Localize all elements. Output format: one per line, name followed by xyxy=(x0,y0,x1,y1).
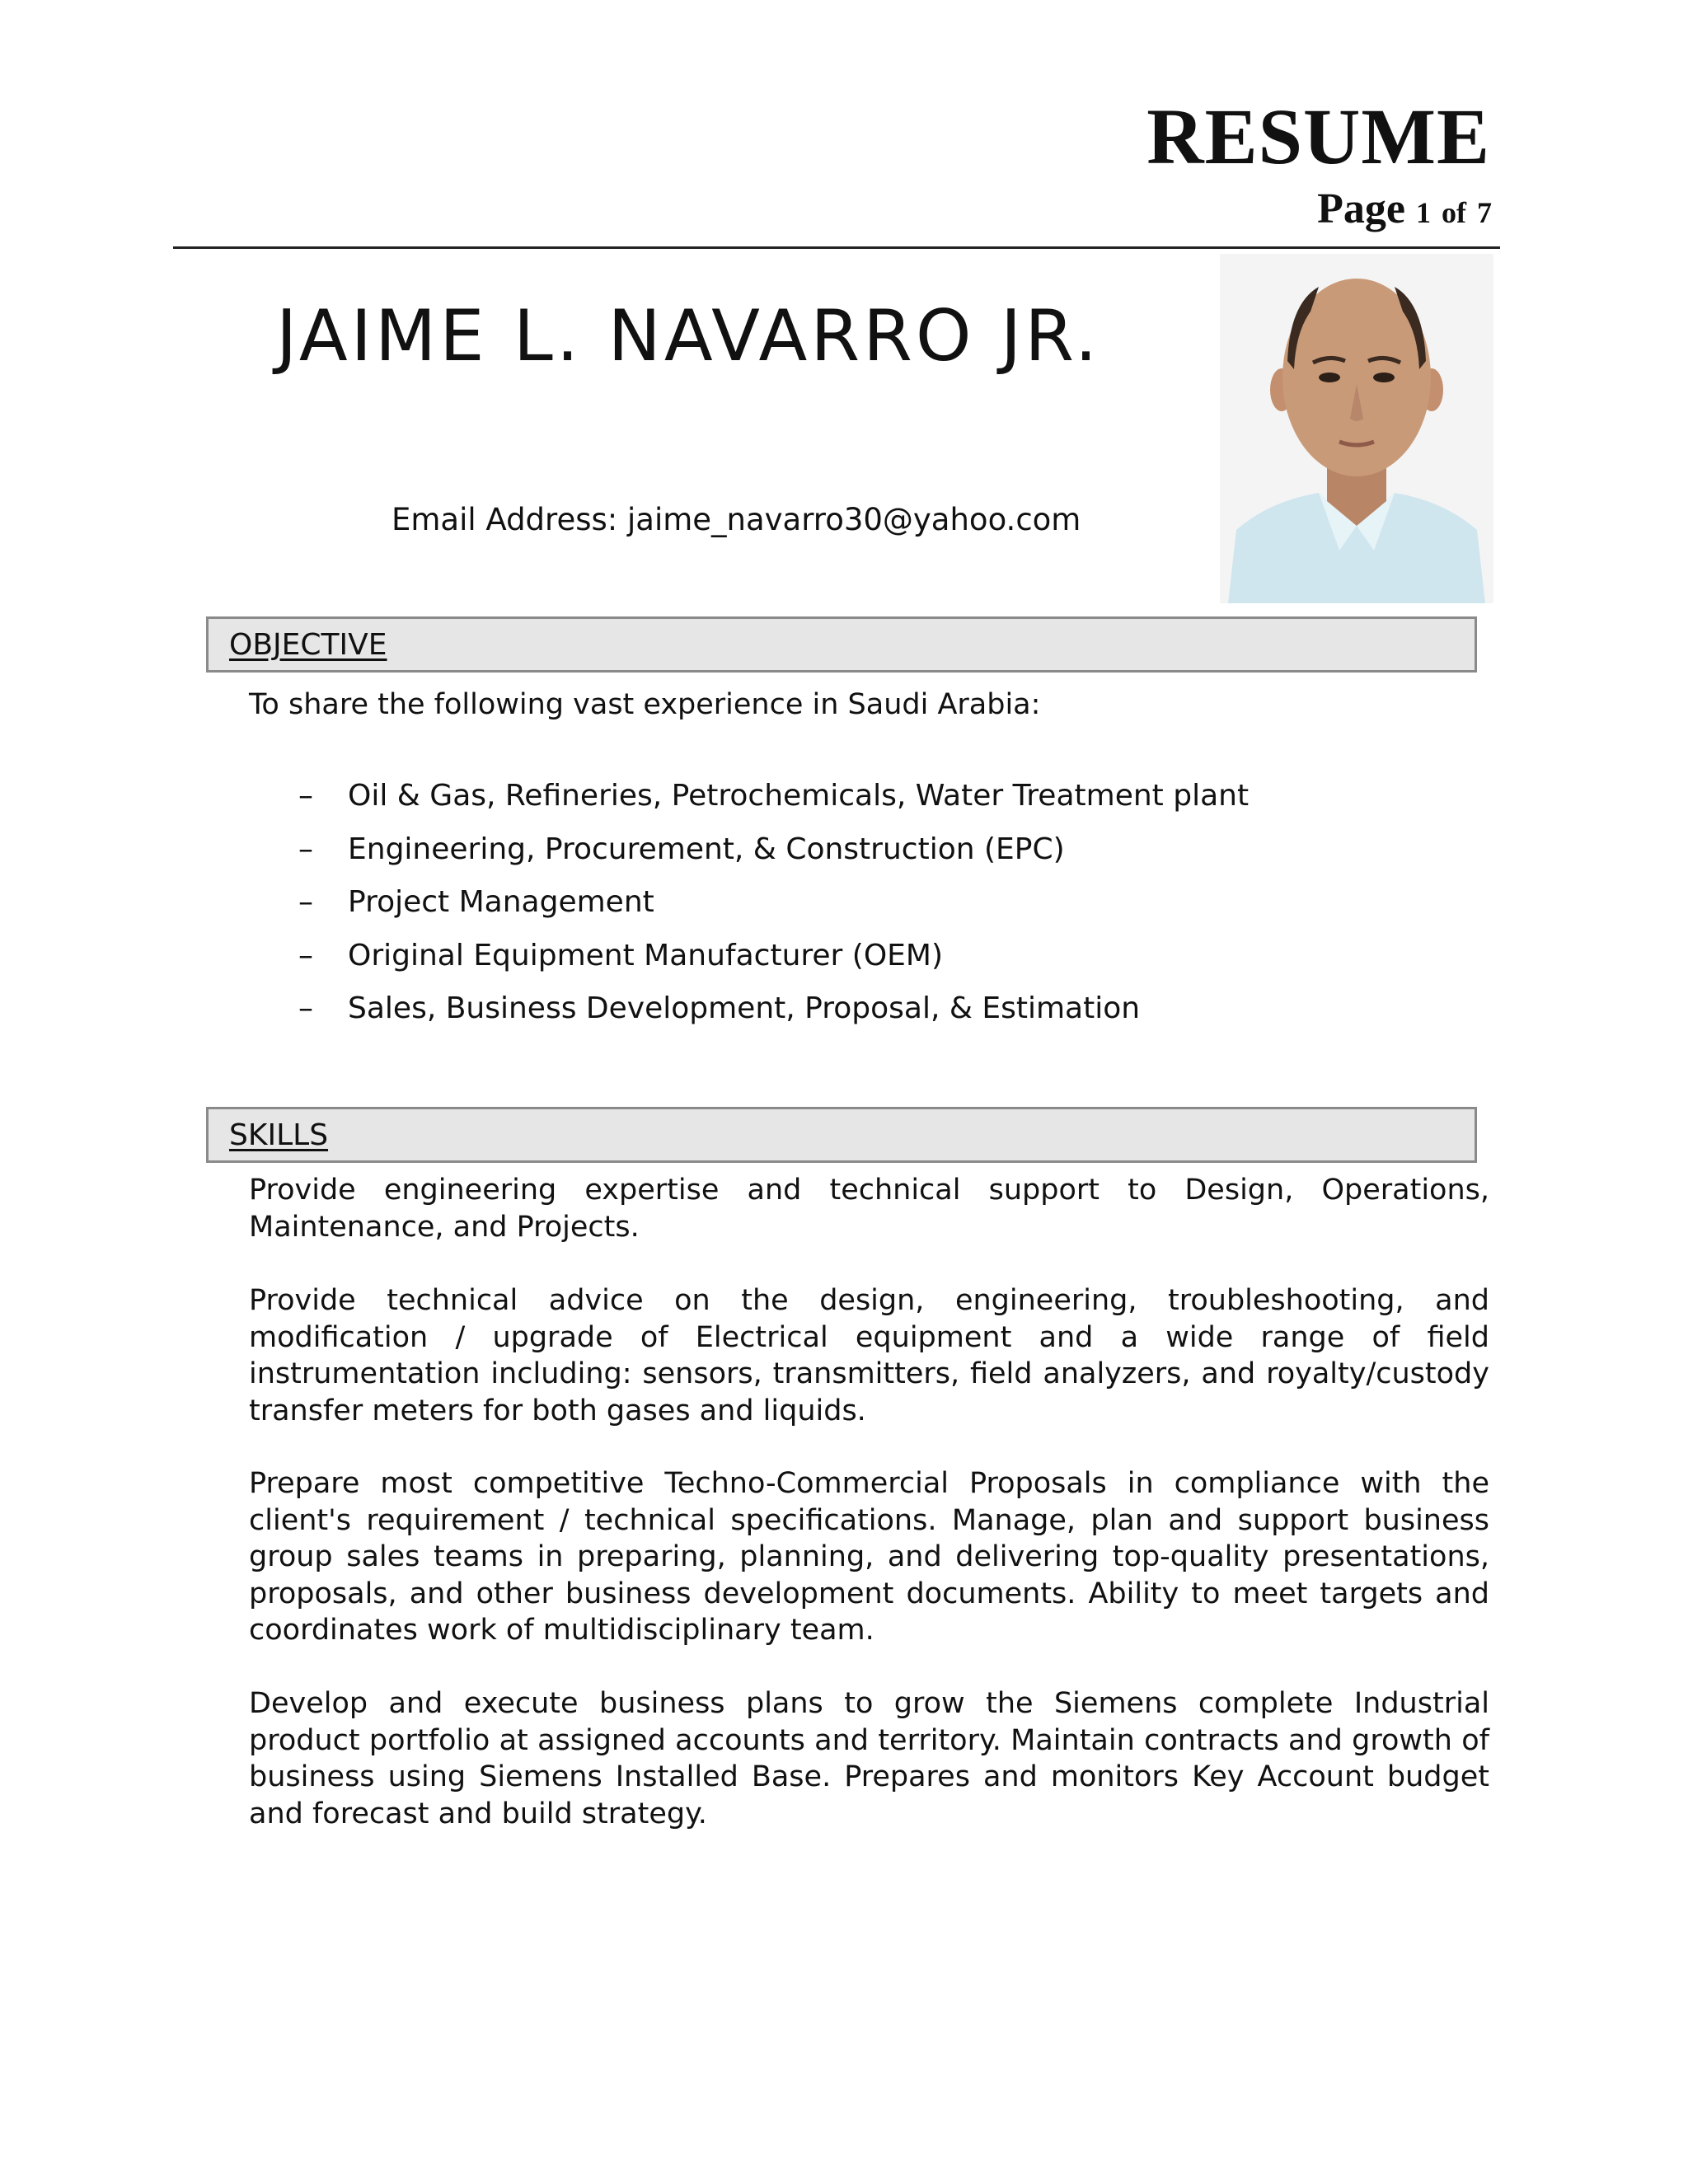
email-address: jaime_navarro30@yahoo.com xyxy=(627,502,1081,537)
person-photo-icon xyxy=(1220,254,1493,603)
header-divider xyxy=(173,246,1500,249)
skills-paragraph: Provide engineering expertise and technical support to Design, Operations, Maintenance, and Projects. xyxy=(249,1174,1489,1244)
email-label: Email Address: xyxy=(392,502,618,537)
candidate-name: JAIME L. NAVARRO JR. xyxy=(276,295,1101,377)
page-of: of xyxy=(1442,196,1466,229)
list-item-text: Project Management xyxy=(348,885,654,919)
list-item-text: Sales, Business Development, Proposal, & Estimation xyxy=(348,991,1141,1025)
objective-section-header xyxy=(206,616,1477,673)
list-item-text: Original Equipment Manufacturer (OEM) xyxy=(348,938,944,972)
list-item-text: Engineering, Procurement, & Construction (EPC) xyxy=(348,832,1065,866)
objective-intro: To share the following vast experience in Saudi Arabia: xyxy=(249,688,1041,721)
portrait-illustration xyxy=(1220,254,1493,603)
objective-heading: OBJECTIVE xyxy=(229,628,387,662)
bullet-dash: – xyxy=(298,991,313,1025)
bullet-dash: – xyxy=(298,938,313,972)
bullet-dash: – xyxy=(298,885,313,919)
page-total: 7 xyxy=(1477,196,1492,229)
page-indicator xyxy=(1317,185,1492,232)
page-current: 1 xyxy=(1416,196,1431,229)
bullet-dash: – xyxy=(298,779,313,813)
email-line xyxy=(392,504,1081,535)
list-item-text: Oil & Gas, Refineries, Petrochemicals, Water Treatment plant xyxy=(348,779,1250,813)
bullet-dash: – xyxy=(298,832,313,866)
resume-title: RESUME xyxy=(1146,92,1490,180)
skills-paragraph: Develop and execute business plans to grow the Siemens complete Industrial product portfolio at assigned accounts and territory. Maintain contracts and growth of business using Siemens Installed Base. Prepares and monitors Key Account budget and forecast and build strategy. xyxy=(249,1687,1489,1830)
skills-heading: SKILLS xyxy=(229,1118,329,1152)
page-word: Page xyxy=(1317,185,1405,232)
skills-section-header xyxy=(206,1107,1477,1163)
skills-paragraph: Prepare most competitive Techno-Commercial Proposals in compliance with the client's requirement / technical specifications. Manage, plan and support business group sales teams in preparing, planning, and delivering top-quality presentations, proposals, and other business development documents. Ability to meet targets and coordinates work of multidisciplinary team. xyxy=(249,1467,1489,1647)
skills-paragraph: Provide technical advice on the design, engineering, troubleshooting, and modification / upgrade of Electrical equipment and a wide range of field instrumentation including: sensors, transmitters, field analyzers, and royalty/custody transfer meters for both gases and liquids. xyxy=(249,1284,1489,1427)
